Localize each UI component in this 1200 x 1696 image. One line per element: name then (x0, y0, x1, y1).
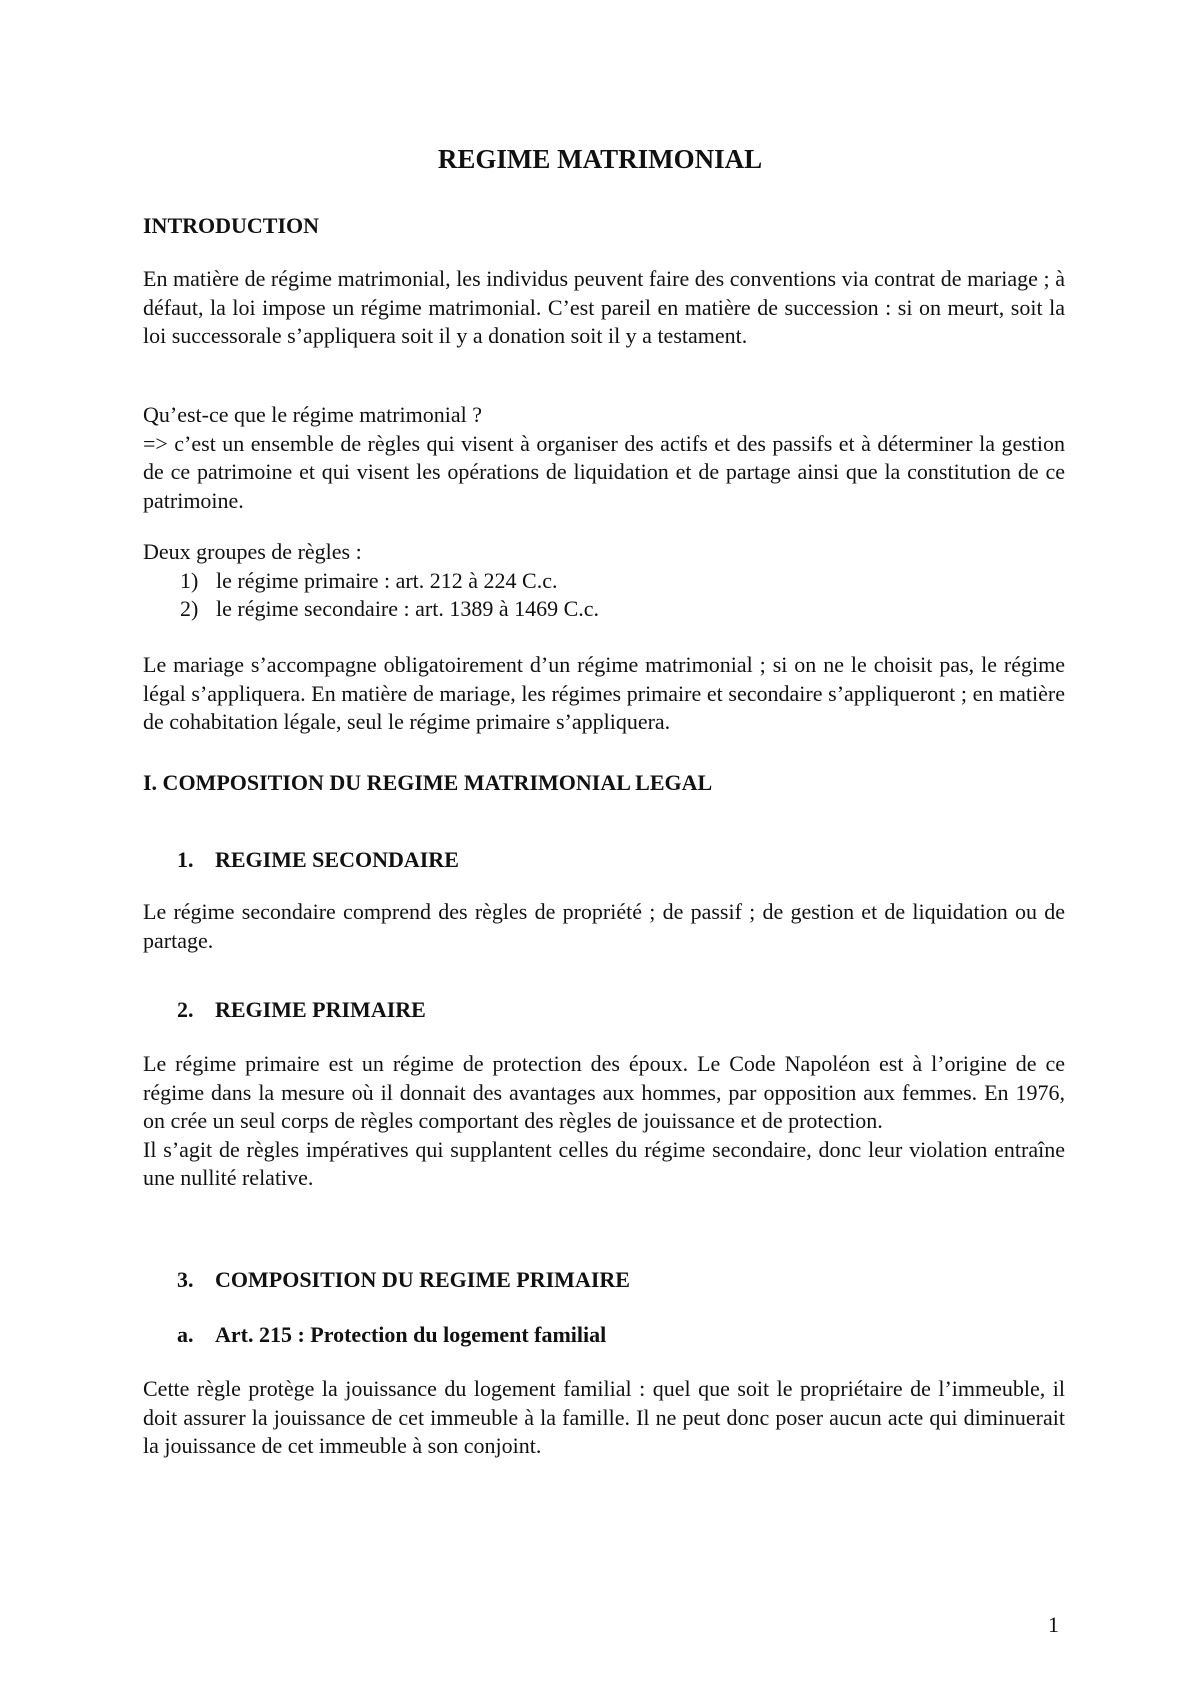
subsection-number: 2. (177, 997, 194, 1022)
list-item-marker: 1) (180, 568, 199, 593)
primary-regime-paragraph (143, 1050, 1065, 1193)
article-paragraph (143, 1375, 1065, 1461)
list-item-text: le régime primaire : art. 212 à 224 C.c. (216, 568, 558, 593)
definition-block (143, 401, 1065, 515)
article-letter: a. (177, 1322, 194, 1347)
list-item (180, 595, 599, 623)
secondary-regime-text: Le régime secondaire comprend des règles de propriété ; de passif ; de gestion et de liquidation ou de partage. (143, 899, 1065, 953)
primary-regime-text-2: Il s’agit de règles impératives qui supplantent celles du régime secondaire, donc leur violation entraîne une nullité relative. (143, 1136, 1065, 1190)
primary-regime-text: Le régime primaire est un régime de protection des époux. Le Code Napoléon est à l’origine de ce régime dans la mesure où il donnait des avantages aux hommes, par opposition aux femmes. En 1976, on crée un seul corps de règles comportant des règles de jouissance et de protection. (143, 1051, 1065, 1133)
intro-paragraph-text: En matière de régime matrimonial, les individus peuvent faire des conventions via contrat de mariage ; à défaut, la loi impose un régime matrimonial. C’est pareil en matière de succession : si on meurt, soit la loi successorale s’appliquera soit il y a donation soit il y a testament. (143, 266, 1065, 348)
subsection-heading (177, 1266, 630, 1294)
intro-paragraph (143, 265, 1065, 351)
article-text: Cette règle protège la jouissance du logement familial : quel que soit le propriétaire de l’immeuble, il doit assurer la jouissance de cet immeuble à la famille. Il ne peut donc poser aucun acte qui diminuerait la jouissance de cet immeuble à son conjoint. (143, 1376, 1065, 1458)
list-item-text: le régime secondaire : art. 1389 à 1469 C.c. (216, 596, 600, 621)
section-heading: I. COMPOSITION DU REGIME MATRIMONIAL LEGAL (143, 770, 713, 795)
intro-closing-text: Le mariage s’accompagne obligatoirement d’un régime matrimonial ; si on ne le choisit pas, le régime légal s’appliquera. En matière de mariage, les régimes primaire et secondaire s’appliqueront ; en matière de cohabitation légale, seul le régime primaire s’appliquera. (143, 652, 1065, 734)
definition-answer: => c’est un ensemble de règles qui visent à organiser des actifs et des passifs et à déterminer la gestion de ce patrimoine et qui visent les opérations de liquidation et de partage ainsi que la constitution de ce patrimoine. (143, 430, 1065, 513)
list-item-marker: 2) (180, 596, 199, 621)
intro-closing-paragraph (143, 651, 1065, 737)
subsection-heading (177, 846, 459, 874)
subsection-title: REGIME PRIMAIRE (215, 997, 426, 1022)
article-title: Art. 215 : Protection du logement familial (215, 1322, 607, 1347)
subsection-heading (177, 996, 426, 1024)
rule-groups-label-text: Deux groupes de règles : (143, 539, 362, 564)
subsection-number: 3. (177, 1267, 194, 1292)
intro-heading: INTRODUCTION (143, 213, 320, 238)
list-item (180, 567, 558, 595)
secondary-regime-paragraph (143, 898, 1065, 955)
document-title: REGIME MATRIMONIAL (437, 144, 763, 174)
definition-question: Qu’est-ce que le régime matrimonial ? (143, 402, 483, 427)
subsection-title: REGIME SECONDAIRE (215, 847, 459, 872)
subsection-number: 1. (177, 847, 194, 872)
subsection-title: COMPOSITION DU REGIME PRIMAIRE (215, 1267, 630, 1292)
page-number: 1 (1048, 1612, 1059, 1637)
article-heading (177, 1321, 606, 1349)
rule-groups-label (143, 538, 1065, 567)
